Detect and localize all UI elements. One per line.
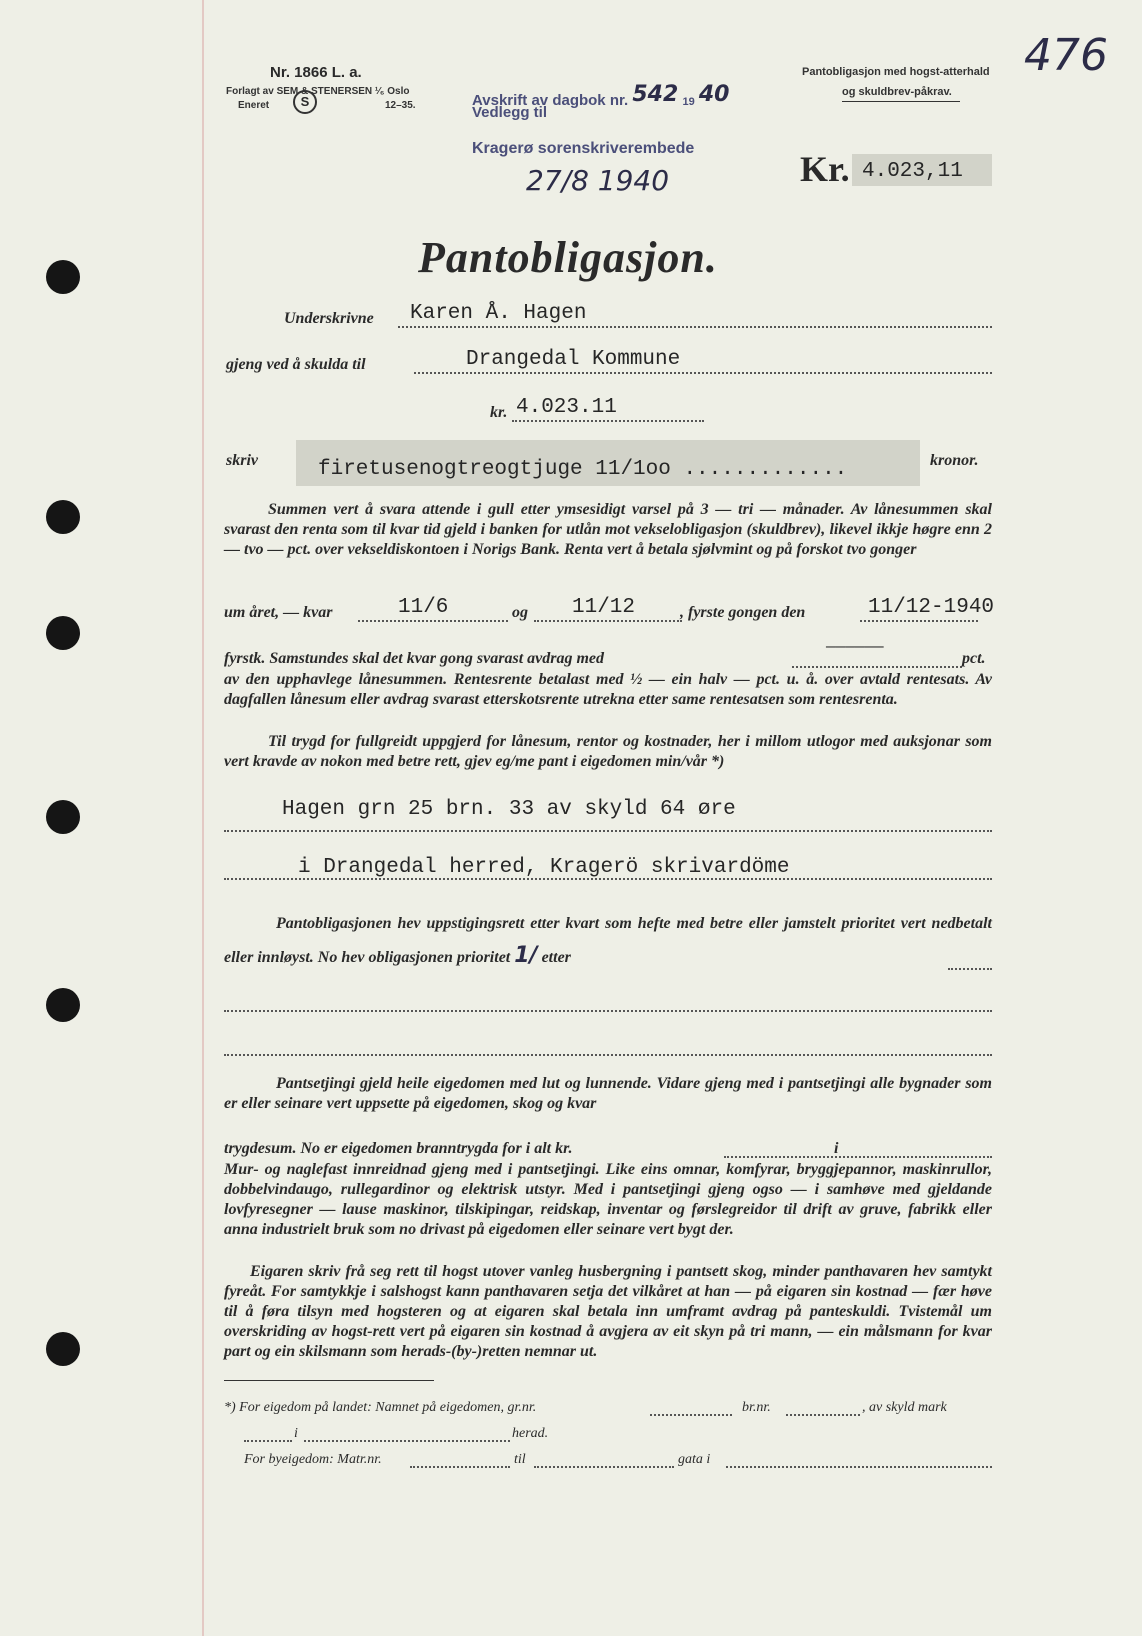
priority-blank-line-1 [224,1010,992,1012]
debt-to-line [414,372,992,374]
punch-hole [46,500,80,534]
insurance-end: i [834,1140,839,1157]
interest-label-3: , fyrste gongen den [680,604,806,621]
form-title-line1: Pantobligasjon med hogst-atterhald [802,66,990,78]
debt-to-label: gjeng ved å skulda til [226,356,366,373]
footnote-herad-label: herad. [512,1426,549,1441]
footnote-skyld-label: , av skyld mark [862,1400,947,1415]
publisher-logo-icon: S [293,90,317,114]
interest-label-2: og [512,604,528,621]
footnote-star: *) [224,1400,236,1415]
property-line-1-rule [224,830,992,832]
publisher-date: 12–35. [385,100,416,111]
priority-line [948,968,992,970]
interest-date-1: 11/6 [398,596,449,619]
stamp-office: Kragerø sorenskriverembede [472,140,695,157]
form-number: Nr. 1866 L. a. [270,64,362,81]
priority-text: Pantobligasjonen hev uppstigingsrett etter kvart som hefte med betre eller jamstelt prioritet vert nedbetalt eller innløyst. No hev obligasjonen prioritet [224,915,992,966]
footnote-brnr-line [786,1414,860,1416]
punch-hole [46,260,80,294]
write-value: firetusenogtreogtjuge 11/1oo ............. [318,458,848,481]
footnote-land-row [224,1400,536,1416]
undersigned-line [398,326,992,328]
footnote-land-label: For eigedom på landet: Namnet på eigedomen, gr.nr. [239,1400,537,1415]
punch-hole [46,1332,80,1366]
form-title-underline [842,101,960,102]
stamp-date: 27/8 1940 [526,164,670,197]
footnote-matr-line [410,1466,510,1468]
priority-etter: etter [541,949,571,966]
document-title: Pantobligasjon. [418,233,718,282]
footnote-i-label: i [294,1426,298,1441]
fixtures-paragraph: Mur- og naglefast innreidnad gjeng med i pantsetjingi. Like eins omnar, komfyrar, bryggjepannor, maskinrullor, dobbelvindaugo, rullegardinor og elektrisk utstyr. Med i pantsetjingi gjeng ogso — i samhøve med gjeldande lovfyresegner — lause maskinor, tilskipingar, reidskap, inventar og førslegreidor til drift av gruve, fabrikk eller anna industrielt bruk som no drivast på eigedomen eller seinare vert bygt der. [224,1161,992,1238]
property-line-2: i Drangedal herred, Kragerö skrivardöme [298,856,790,879]
page-number: 476 [1024,30,1108,81]
footnote-herad-line [304,1440,510,1442]
repayment-paragraph: Summen vert å svara attende i gull etter ymsesidigt varsel på 3 — tri — månader. Av lånesummen skal svarast den renta som til kvar tid gjeld i banken for utlån mot vekselobligasjon (skuldbrev), likevel ikkje høgre enn 2 — tvo — pct. over vekseldiskontoen i Norigs Bank. Renta vert å betala sjølvmint og på forskot tvo gonger [224,501,992,558]
stamp-entry-number: 542 [632,82,679,107]
footnote-city-label: For byeigedom: Matr.nr. [244,1452,382,1467]
insurance-text: trygdesum. No er eigedomen branntrygda for i alt kr. [224,1140,573,1157]
installment-suffix: pct. [962,650,986,667]
rentesrente-paragraph: av den upphavlege lånesummen. Rentesrente betalast med ½ — ein halv — pct. u. å. over avtald rentesats. Av dagfallen lånesum eller avdrag svarast etterskotsrente utrekna etter same rentesatsen som rentesrenta. [224,671,992,708]
interest-label-1: um året, — kvar [224,604,333,621]
interest-date3-line [860,620,978,622]
stamp-year-prefix: 19 [682,96,695,108]
footnote-grnr-line [650,1414,732,1416]
scope-paragraph: Pantsetjingi gjeld heile eigedomen med lut og lunnende. Vidare gjeng med i pantsetjingi alle bygnader som er eller seinare vert uppsette på eigedomen, skog og kvar [224,1075,992,1112]
property-line-1: Hagen grn 25 brn. 33 av skyld 64 øre [282,798,736,821]
punch-hole [46,988,80,1022]
footnote-til-label: til [514,1452,526,1467]
interest-date-2: 11/12 [572,596,636,619]
stamp-year: 40 [698,82,730,107]
security-paragraph: Til trygd for fullgreidt uppgjerd for lånesum, rentor og kostnader, her i millom utlogor med auksjonar som vert kravde av nokon med betre rett, gjev eg/me pant i eigedomen min/vår *) [224,733,992,770]
priority-paragraph [224,908,992,974]
amount-prefix: Kr. [800,149,850,189]
page-fold [202,0,204,1636]
logging-paragraph: Eigaren skriv frå seg rett til hogst utover vanleg husbergning i pantsett skog, minder panthavaren hev samtykt fyreåt. For samtykkje i salshogst kann panthavaren setja det vilkåret at han — på eigaren sin kostnad — fær høve til å føra tilsyn med hogsteren og at eigaren skal betala inn umframt avdrag på panteskuldi. Tvistemål um overskriding av hogst-rett vert på eigaren sin kostnad å avgjera av eit skyn på tri mann, — ein målsmann for kvar part og ein skilsmann som herads-(by-)retten nemnar ut. [224,1263,992,1360]
amount-field-value: 4.023.11 [516,396,617,419]
debt-to-value: Drangedal Kommune [466,348,681,371]
stamp-prefix: Avskrift av dagbok nr. [472,92,629,109]
undersigned-label: Underskrivne [284,310,374,327]
amount-value: 4.023,11 [862,160,963,183]
punch-hole [46,616,80,650]
footnote-gata-label: gata i [678,1452,711,1467]
installment-line [792,666,962,668]
undersigned-value: Karen Å. Hagen [410,302,587,325]
amount-label: kr. [490,404,508,421]
amount-line [512,420,704,422]
footnote-i-pre-line [244,1440,292,1442]
stamp-line2: Vedlegg til [472,104,548,121]
publisher-rights: Eneret [238,100,270,111]
installment-text: fyrstk. Samstundes skal det kvar gong svarast avdrag med [224,650,605,667]
footnote-til-line [534,1466,674,1468]
interest-date2-line [534,620,682,622]
punch-hole [46,800,80,834]
footnote-brnr-label: br.nr. [742,1400,771,1415]
insurance-line [724,1156,992,1158]
property-line-2-rule [224,878,992,880]
interest-date1-line [358,620,508,622]
priority-value: 1/ [514,943,538,968]
footnote-separator [224,1380,434,1381]
publisher-line: Forlagt av SEM & STENERSEN ¹⁄₆ Oslo [226,86,410,97]
priority-blank-line-2 [224,1054,992,1056]
footnote-gata-line [726,1466,992,1468]
write-label: skriv [226,452,258,469]
interest-date-3: 11/12-1940 [868,596,995,619]
installment-filler: —————— [826,638,884,656]
form-title-line2: og skuldbrev-påkrav. [842,86,952,98]
kroner-label: kronor. [930,452,979,469]
